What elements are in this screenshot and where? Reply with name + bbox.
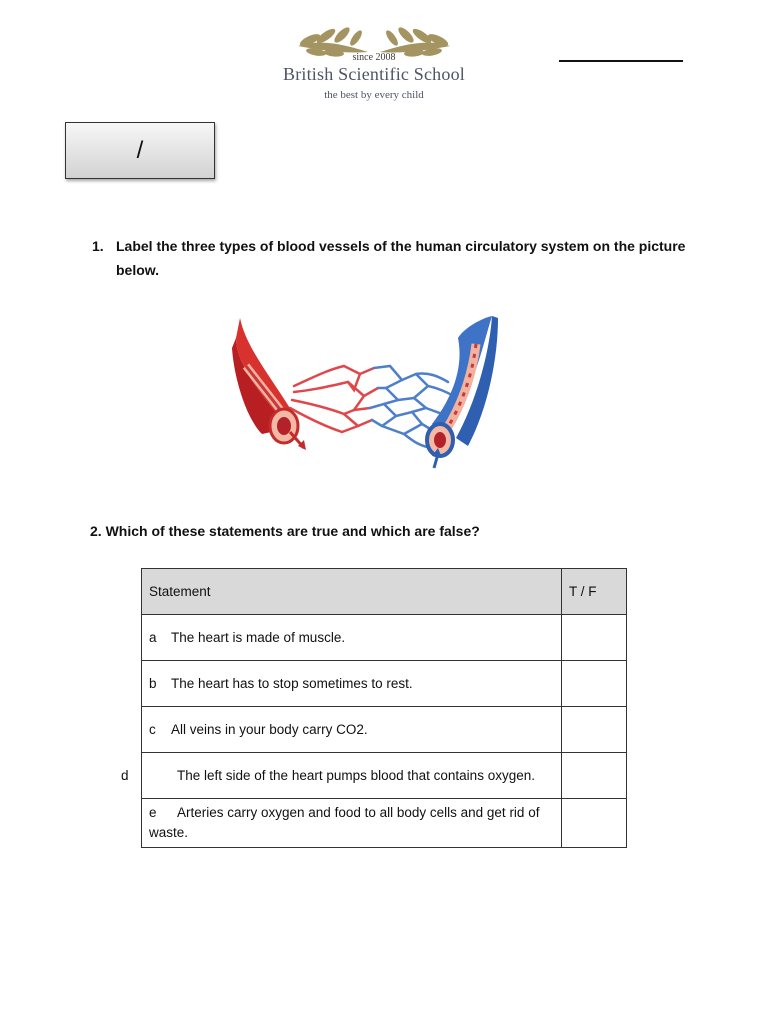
table-row (142, 753, 627, 799)
answer-cell[interactable] (562, 799, 627, 848)
statement-label: c (149, 722, 156, 737)
student-name-line[interactable] (559, 60, 683, 62)
statement-text: The heart has to stop sometimes to rest. (171, 676, 413, 691)
table-row (142, 707, 627, 753)
true-false-header: T / F (562, 569, 627, 615)
statement-cell (121, 753, 562, 799)
school-logo (268, 26, 480, 106)
question-1-text: Label the three types of blood vessels of the human circulatory system on the picture below. (116, 238, 686, 278)
statement-text: Arteries carry oxygen and food to all body cells and get rid of waste. (149, 805, 540, 840)
question-2 (90, 519, 480, 543)
score-box (65, 122, 215, 179)
blood-vessels-illustration (232, 308, 502, 474)
statement-text: The heart is made of muscle. (171, 630, 346, 645)
table-row (142, 799, 627, 848)
logo-motto: the best by every child (324, 89, 424, 101)
question-2-number: 2. (90, 523, 102, 539)
answer-cell[interactable] (562, 615, 627, 661)
question-1 (92, 234, 692, 282)
logo-since-text: since 2008 (352, 52, 396, 63)
statement-cell (142, 615, 562, 661)
statement-header: Statement (142, 569, 562, 615)
statement-label: d (121, 767, 129, 783)
question-1-number: 1. (92, 238, 104, 254)
statements-table (121, 568, 627, 848)
table-header-row (142, 569, 627, 615)
statement-cell (142, 799, 562, 848)
answer-cell[interactable] (562, 707, 627, 753)
logo-school-name: British Scientific School (283, 64, 465, 84)
statement-cell (142, 661, 562, 707)
statement-text: The left side of the heart pumps blood that contains oxygen. (177, 767, 535, 783)
question-2-text: Which of these statements are true and which are false? (105, 523, 480, 539)
answer-cell[interactable] (562, 661, 627, 707)
statement-cell (142, 707, 562, 753)
statement-label: b (149, 676, 157, 691)
table-row (142, 661, 627, 707)
statement-label: e (149, 805, 157, 820)
table-row (142, 615, 627, 661)
answer-cell[interactable] (562, 753, 627, 799)
statement-label: a (149, 630, 157, 645)
score-box-text: / (136, 136, 144, 164)
statement-text: All veins in your body carry CO2. (171, 722, 368, 737)
